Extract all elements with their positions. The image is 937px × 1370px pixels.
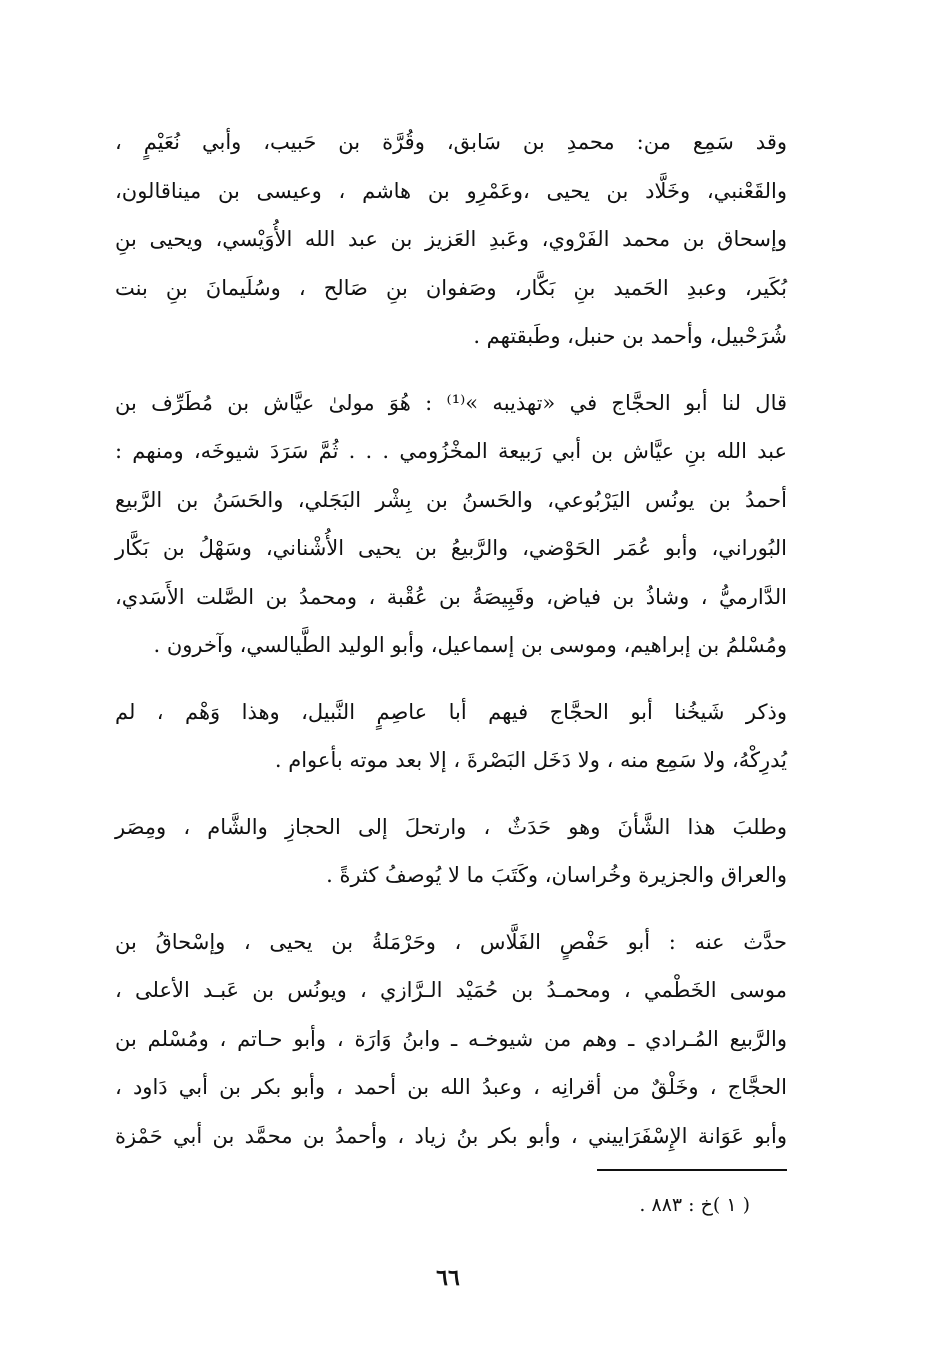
- text-line: قال لنا أبو الحجَّاج في «تهذيبه »⁽¹⁾ : هُوَ مولىٰ عيَّاش بن مُطَرِّف بن: [115, 390, 788, 415]
- paragraph-gap: [115, 900, 787, 918]
- paragraph-gap: [115, 670, 787, 688]
- text-line: أحمدُ بن يونُس اليَرْبُوعي، والحَسنُ بن بِشْر البَجَلي، والحَسَنُ بن الرَّبيع: [115, 487, 787, 512]
- text-line: وذكر شَيخُنا أبو الحجَّاج فيهم أبا عاصِمٍ النَّبيل، وهذا وَهْم ، لم: [115, 699, 787, 724]
- text-line: والعراق والجزيرة وخُراسان، وكَتَبَ ما لا يُوصفُ كثرةً .: [326, 863, 787, 887]
- text-line: بُكَير، وعبدِ الحَميد بنِ بَكَّار، وصَفوان بنِ صَالح ، وسُلَيمانَ بنِ بنت: [115, 275, 787, 300]
- paragraph-travels: [115, 803, 787, 900]
- text-line: عبد الله بنِ عيَّاش بن أبي رَبيعة المخْزُومي . . . ثُمَّ سَرَدَ شيوخَه، ومنهم :: [115, 439, 787, 463]
- text-line: والرَّبيع المُـرادي ـ وهم من شيوخـه ـ وابنُ وَارَة ، وأبو حـاتم ، ومُسْلم بن: [115, 1026, 787, 1051]
- text-line: يُدرِكْهُ، ولا سَمِع منه ، ولا دَخَل البَصْرةَ ، إلا بعد موته بأعوام .: [274, 748, 787, 772]
- text-line: البُوراني، وأبو عُمَر الحَوْضي، والرَّبيعُ بن يحيى الأُشْناني، وسَهْلُ بن بَكَّار: [115, 536, 787, 560]
- text-line: الحجَّاج ، وخَلْقٌ من أقرانِه ، وعبدُ الله بن أحمد ، وأبو بكر بن أبي دَاود ،: [115, 1075, 787, 1099]
- text-line: شُرَحْبيل، وأحمد بن حنبل، وطَبقتهم .: [473, 324, 787, 348]
- text-line: وطلبَ هذا الشَّأنَ وهو حَدَثٌ ، وارتحلَ إلى الحجازِ والشَّام ، ومِصَر: [115, 814, 787, 839]
- paragraph-gap: [115, 785, 787, 803]
- text-line: موسى الخَطْمي ، ومحمـدُ بن حُمَيْد الـرَّازي ، ويونُس بن عَبـد الأعلى ،: [115, 978, 787, 1002]
- page-number: ٦٦: [436, 1265, 460, 1291]
- paragraph-tahdhib: [115, 379, 787, 670]
- text-line: وإسحاق بن محمد الفَرْوي، وعَبدِ العَزيز بن عبد الله الأُوَيْسي، ويحيى بنِ: [115, 227, 787, 251]
- footnote: ( ١ )خ : ٨٨٣ .: [639, 1194, 750, 1216]
- text-line: وأبو عَوَانة الإِسْفَرَاييني ، وأبو بكر بنُ زياد ، وأحمدُ بن محمَّد بن أبي حَمْزة: [115, 1123, 787, 1148]
- body-text: [115, 118, 787, 1160]
- text-line: والقَعْنبي، وخَلَّاد بن يحيى ،وعَمْرِو بن هاشم ، وعيسى بن ميناقالون،: [115, 178, 787, 203]
- text-line: وقد سَمِع من: محمدِ بن سَابق، وقُرَّة بن حَبيب، وأبي نُعَيْمٍ ،: [115, 130, 787, 154]
- paragraph-gap: [115, 361, 787, 379]
- paragraph-teachers: [115, 118, 787, 361]
- text-line: ومُسْلمُ بن إبراهيم، وموسى بن إسماعيل، وأبو الوليد الطَّيالسي، وآخرون .: [153, 633, 787, 657]
- paragraph-students: [115, 918, 787, 1161]
- text-line: الدَّارميُّ ، وشاذُ بن فياض، وقَبِيصَةُ بن عُقْبة ، ومحمدُ بن الصَّلت الأَسَدي،: [115, 584, 787, 609]
- paragraph-correction: [115, 688, 787, 785]
- text-line: حدَّث عنه : أبو حَفْصٍ الفَلَّاس ، وحَرْمَلةُ بن يحيى ، وإسْحاقُ بن: [115, 929, 787, 954]
- footnote-separator: [597, 1169, 787, 1171]
